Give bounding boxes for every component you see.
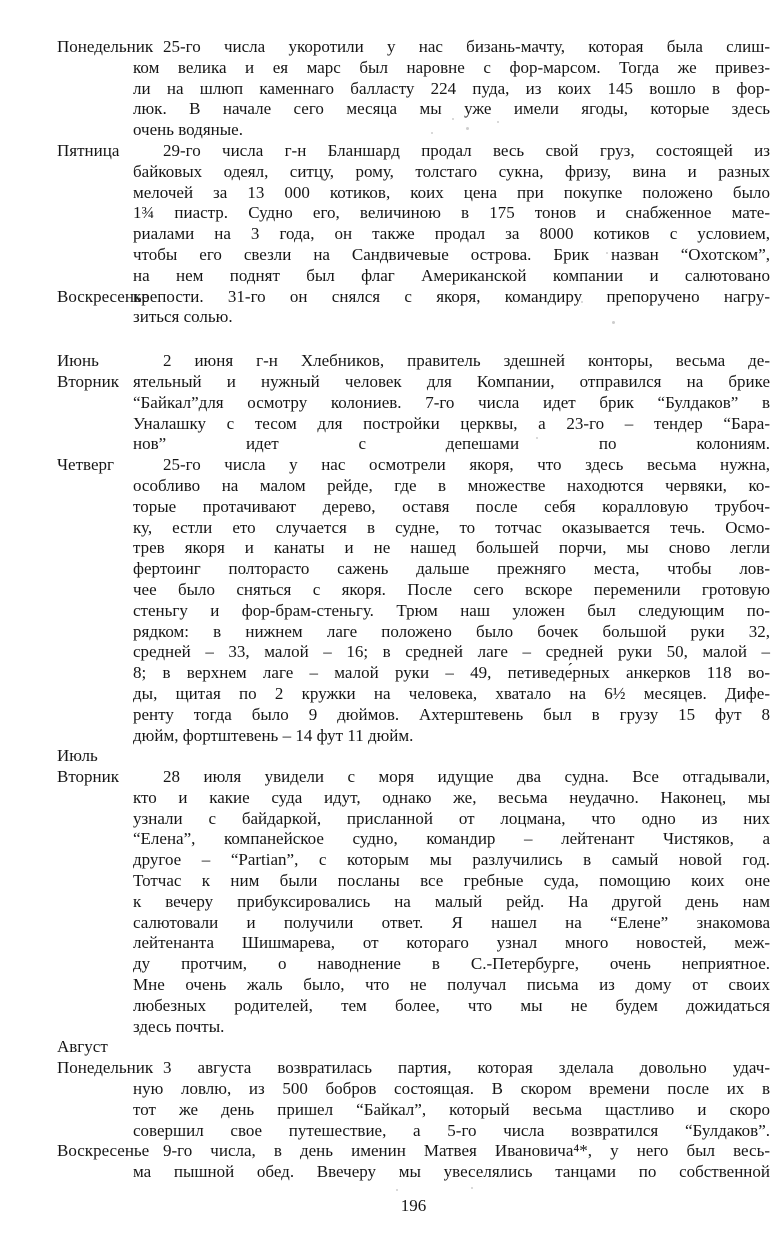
entry-text [133, 455, 770, 746]
scan-speckle [466, 127, 469, 130]
text-line: любезных родителей, тем более, что мы не будем дожидаться [133, 995, 770, 1015]
text-line: ренту тогда было 9 дюймов. Ахтерштевень был в грузу 15 фут 8 [133, 704, 770, 724]
journal-entry [57, 1141, 770, 1183]
text-line: ку, естли ето случается в судне, то тотчас оказывается течь. Осмо- [133, 517, 770, 537]
text-line: ли на шлюп каменнаго балласту 224 пуда, из коих 145 вошло в фор- [133, 78, 770, 98]
margin-label: Понедельник [57, 37, 154, 56]
entry-text [133, 351, 770, 455]
text-line: ятельный и нужный человек для Компании, отправился на брике [133, 371, 770, 391]
text-line: нов” идет с депешами по колониям. [133, 434, 770, 454]
margin-label: Воскресенье [57, 286, 150, 306]
scan-speckle [471, 1187, 473, 1189]
margin-label: Четверг [57, 455, 114, 475]
text-line: крепости. 31-го он снялся с якоря, командиру препоручено нагру- [133, 286, 770, 306]
journal-entry [57, 351, 770, 455]
scan-speckle [612, 321, 615, 324]
margin-label: Июль [57, 746, 98, 766]
text-line: особливо на малом рейде, где в множестве находются червяки, ко- [133, 475, 770, 495]
text-line: совершил свое путешествие, а 5-го числа возвратился “Булдаков”. [133, 1120, 770, 1140]
text-line: ма пышной обед. Ввечеру мы увеселялись танцами по собственной [133, 1162, 770, 1182]
text-line: дюйм, фортштевень – 14 фут 11 дюйм. [133, 725, 414, 745]
text-line: стеньгу и фор-брам-стеньгу. Трюм наш уложен был следующим по- [133, 600, 770, 620]
text-line: риалами на 3 года, он также продал за 8000 котиков с условием, [133, 224, 770, 244]
scan-speckle [431, 132, 433, 134]
margin-label: Вторник [57, 371, 119, 391]
journal-entry [57, 141, 770, 328]
text-line: байковых одеял, ситцу, рому, толстаго сукна, фризу, вина и разных [133, 161, 770, 181]
text-line: на нем поднят был флаг Американской компании и салютовано [133, 265, 770, 285]
entries [57, 37, 770, 1183]
margin-label: Вторник [57, 767, 119, 787]
text-line: чтобы его свезли на Сандвичевые острова. Брик назван “Охотском”, [133, 244, 770, 264]
text-line: 8; в верхнем лаге – малой руки – 49, петиведе́рных анкерков 118 во- [133, 663, 770, 683]
text-line: 25-го числа у нас осмотрели якоря, что здесь весьма нужна, [163, 455, 770, 475]
text-line: чее было сняться с якоря. После сего вскоре переменили гротовую [133, 579, 770, 599]
text-line: 2 июня г-н Хлебников, правитель здешней конторы, весьма де- [163, 351, 770, 371]
text-line: “Елена”, компанейское судно, командир – лейтенант Чистяков, а [133, 829, 770, 849]
scan-speckle [536, 437, 538, 439]
text-line: люк. В начале сего месяца мы уже имели ягоды, которые здесь [133, 99, 770, 119]
text-line: ком велика и ея марс был наровне с фор-марсом. Тогда же привез- [133, 57, 770, 77]
text-line: лейтенанта Шишмарева, от котораго узнал много новостей, меж- [133, 933, 770, 953]
text-line: ду протчим, о наводнение в С.-Петербурге, очень неприятное. [133, 954, 770, 974]
text-line: трев якоря и канаты и не нашед большей порчи, мы сново легли [133, 538, 770, 558]
text-line: торые протачивают дерево, оставя после себя коралловую трубоч- [133, 496, 770, 516]
scan-speckle [581, 301, 583, 303]
text-line: Мне очень жаль было, что не получал письма из дому от своих [133, 975, 770, 995]
scan-speckle [396, 1189, 398, 1191]
text-line: тот же день пришел “Байкал”, который весьма щастливо и скоро [133, 1099, 770, 1119]
entry-text [133, 746, 770, 1037]
text-line: кто и какие суда идут, однако же, весьма неудачно. Наконец, мы [133, 787, 770, 807]
scan-speckle [640, 168, 642, 170]
text-line: 28 июля увидели с моря идущие два судна. Все отгадывали, [163, 767, 770, 787]
blank-line [133, 746, 770, 767]
text-line: фертоинг полторасто сажень дальше прежняго места, чтобы лов- [133, 559, 770, 579]
text-line: к вечеру прибуксировались на малый рейд. На другой день нам [133, 891, 770, 911]
text-line: ную ловлю, из 500 бобров состоящая. В скором времени после их в [133, 1079, 770, 1099]
margin-label: Пятница [57, 140, 120, 160]
text-line: очень водяные. [133, 120, 243, 140]
text-line: ды, щитая по 2 кружки на человека, хватало на 6½ месяцев. Дифе- [133, 683, 770, 703]
text-line: 29-го числа г-н Бланшард продал весь свой груз, состоящей из [163, 140, 770, 160]
journal-entry [57, 37, 770, 141]
text-line: узнали с байдаркой, присланной от лоцмана, что одно из них [133, 808, 770, 828]
text-line: зиться солью. [133, 307, 233, 327]
entry-text [133, 37, 770, 141]
text-line: Тотчас к ним были посланы все гребные суда, помощию коих оне [133, 871, 770, 891]
scan-speckle [452, 118, 454, 120]
text-line: “Байкал”для осмотру колониев. 7-го числа идет брик “Булдаков” в [133, 392, 770, 412]
entry-text [133, 1037, 770, 1141]
entry-text [133, 1141, 770, 1183]
text-line: здесь почты. [133, 1016, 225, 1036]
text-line: 25-го числа укоротили у нас бизань-мачту, которая была слиш- [163, 37, 770, 56]
scan-speckle [497, 121, 499, 123]
text-line: мелочей за 13 000 котиков, коих цена при покупке положено было [133, 182, 770, 202]
text-line: Уналашку с тесом для постройки церквы, а 23-го – тендер “Бара- [133, 413, 770, 433]
journal-entry [57, 1037, 770, 1141]
margin-label: Июнь [57, 351, 99, 371]
scan-speckle [606, 252, 608, 254]
text-line: 3 августа возвратилась партия, которая зделала довольно удач- [163, 1058, 770, 1078]
text-line: другое – “Partian”, с которым мы разлучились в самый новой год. [133, 850, 770, 870]
margin-label: Воскресенье [57, 1141, 150, 1161]
text-line: рядком: в нижнем лаге положено было бочек большой руки 32, [133, 621, 770, 641]
journal-entry [57, 746, 770, 1037]
journal-entry [57, 455, 770, 746]
margin-label: Понедельник [57, 1058, 154, 1078]
page-number: 196 [400, 1196, 427, 1215]
text-line: средней – 33, малой – 16; в средней лаге – средней руки 50, малой – [133, 642, 770, 662]
entry-text [133, 141, 770, 328]
text-line: 1¾ пиастр. Судно его, величиною в 175 тонов и снабженное мате- [133, 203, 770, 223]
blank-line [133, 1037, 770, 1058]
text-line: 9-го числа, в день именин Матвея Ивановича⁴*, у него был весь- [163, 1141, 770, 1161]
margin-label: Август [57, 1037, 108, 1057]
text-line: салютовали и получили ответ. Я нашел на “Елене” знакомова [133, 912, 770, 932]
